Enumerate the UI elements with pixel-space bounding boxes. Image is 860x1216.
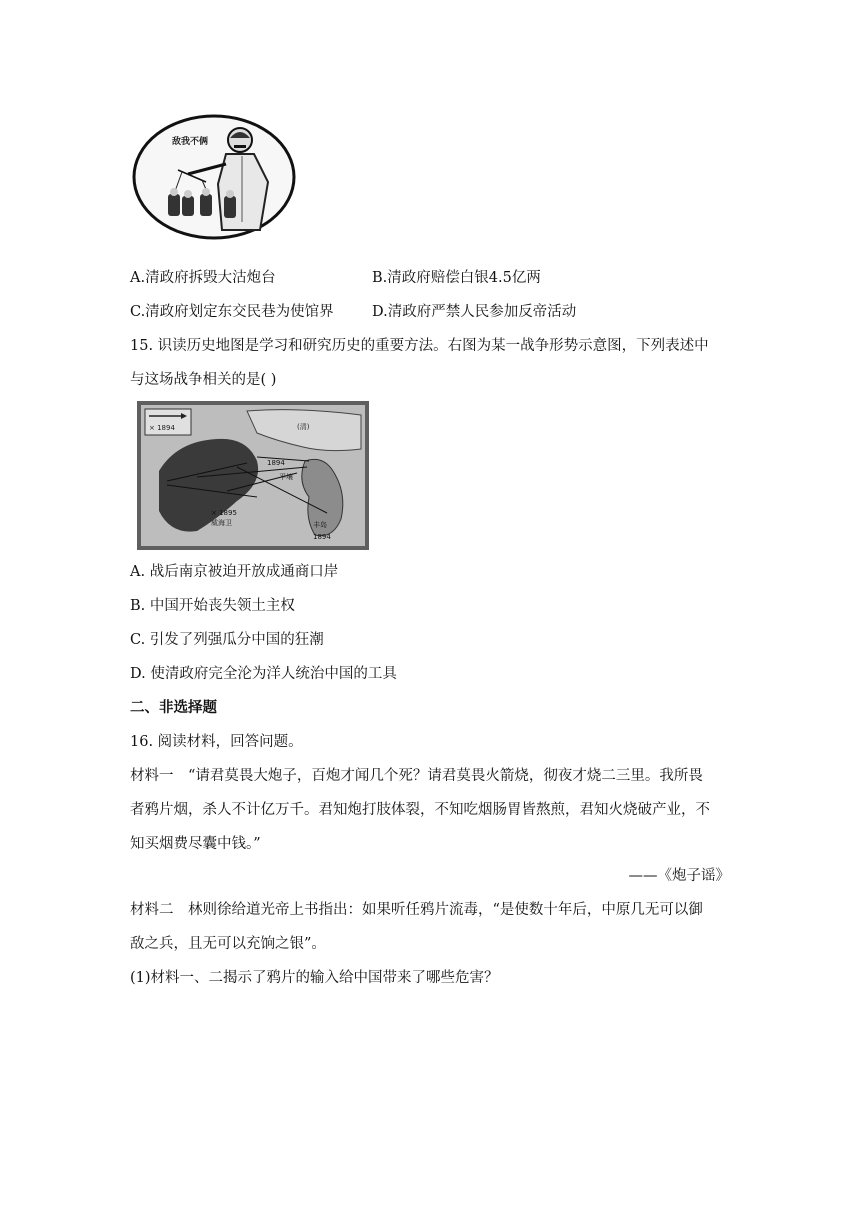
- q16-material1-line2: 者鸦片烟，杀人不计亿万千。君知炮打肢体裂，不知吃烟肠胃皆熬煎，君知火烧破产业，不: [130, 802, 710, 818]
- map-place-2: 威海卫: [211, 519, 232, 527]
- map-year-1894-top: 1894: [267, 459, 285, 467]
- q15-stem-line2: 与这场战争相关的是( ): [130, 372, 277, 388]
- q15-stem-line1: 15. 识读历史地图是学习和研究历史的重要方法。右图为某一战争形势示意图，下列表述中: [130, 338, 709, 354]
- q16-stem: 16. 阅读材料，回答问题。: [130, 734, 303, 750]
- map-year-1894-bottom: 1894: [313, 533, 331, 541]
- cartoon-image: [130, 112, 298, 242]
- q16-sub1: (1)材料一、二揭示了鸦片的输入给中国带来了哪些危害？: [130, 970, 499, 986]
- q16-material1-line3: 知买烟费尽囊中钱。”: [130, 836, 261, 852]
- q15-option-d: D. 使清政府完全沦为洋人统治中国的工具: [130, 666, 397, 682]
- map-place-3: 丰岛: [313, 521, 327, 529]
- map-country-label: (清): [297, 423, 310, 431]
- cartoon-caption: 敌我不俩: [172, 137, 209, 147]
- q15-option-c: C. 引发了列强瓜分中国的狂潮: [130, 632, 324, 648]
- q14-option-c: C.清政府划定东交民巷为使馆界: [130, 304, 334, 320]
- q16-material1-line1: 材料一 “请君莫畏大炮子，百炮才闻几个死？请君莫畏火箭烧，彻夜才烧二三里。我所畏: [130, 768, 703, 784]
- q15-option-b: B. 中国开始丧失领土主权: [130, 598, 295, 614]
- war-map-image: [137, 401, 369, 550]
- q14-option-a: A.清政府拆毁大沽炮台: [130, 270, 276, 286]
- map-place-1: 平壤: [279, 473, 293, 481]
- q16-source: ——《炮子谣》: [628, 868, 730, 884]
- map-legend-year: × 1894: [149, 424, 175, 432]
- q15-option-a: A. 战后南京被迫开放成通商口岸: [130, 564, 339, 580]
- q14-option-b: B.清政府赔偿白银4.5亿两: [372, 270, 541, 286]
- section-heading: 二、非选择题: [130, 699, 217, 716]
- q14-option-d: D.清政府严禁人民参加反帝活动: [372, 304, 577, 320]
- q16-material2-line1: 材料二 林则徐给道光帝上书指出：如果听任鸦片流毒，“是使数十年后，中原几无可以御: [130, 902, 703, 918]
- q16-material2-line2: 敌之兵，且无可以充饷之银”。: [130, 936, 326, 952]
- map-year-1895: × 1895: [211, 509, 237, 517]
